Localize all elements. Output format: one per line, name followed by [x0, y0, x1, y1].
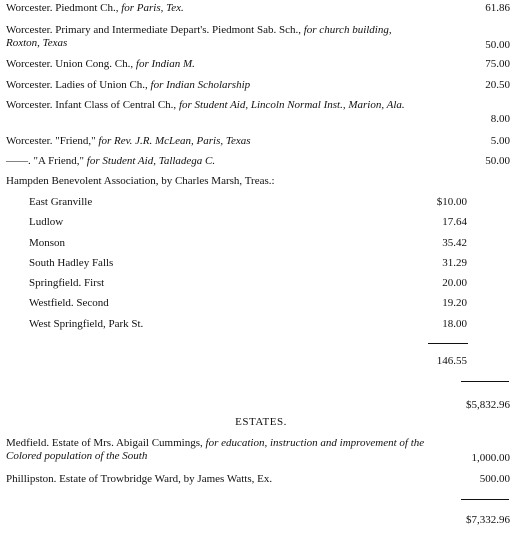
entry-amount: 75.00: [485, 58, 510, 70]
entry-description: Worcester. Union Cong. Ch., for Indian M.: [6, 58, 195, 70]
entry-amount: 50.00: [485, 39, 510, 51]
entry-description: Worcester. Infant Class of Central Ch., for Student Aid, Lincoln Normal Inst., Marion, Ala.: [6, 99, 405, 111]
association-item-amount: 18.00: [442, 318, 467, 330]
estate-amount: 1,000.00: [471, 452, 510, 464]
entry-description: ——. "A Friend," for Student Aid, Talladega C.: [6, 155, 216, 167]
association-item-name: Westfield. Second: [29, 297, 109, 309]
association-item-amount: $10.00: [436, 196, 467, 208]
running-total: $5,832.96: [466, 399, 510, 411]
entry-description: Worcester. Ladies of Union Ch., for Indian Scholarship: [6, 79, 251, 91]
entry-amount: 20.50: [485, 79, 510, 91]
association-subtotal: 146.55: [436, 355, 467, 367]
entry-amount: 50.00: [485, 155, 510, 167]
entry-description: Worcester. Primary and Intermediate Depart's. Piedmont Sab. Sch., for church building, Roxton, Texas: [6, 24, 392, 49]
estate-description: Medfield. Estate of Mrs. Abigail Cummings, for education, instruction and improvement of the Colored population of the South: [6, 437, 425, 462]
association-item-name: Springfield. First: [29, 277, 105, 289]
subtotal-rule: [428, 343, 468, 344]
association-item-amount: 17.64: [442, 216, 467, 228]
entry-amount: 5.00: [490, 135, 510, 147]
grand-total: $7,332.96: [466, 514, 510, 526]
entry-amount: 61.86: [485, 2, 510, 14]
grand-total-rule: [461, 499, 509, 500]
estate-description: Phillipston. Estate of Trowbridge Ward, by James Watts, Ex.: [6, 473, 273, 485]
association-item-name: East Granville: [29, 196, 93, 208]
estates-heading: ESTATES.: [235, 416, 287, 428]
association-title: Hampden Benevolent Association, by Charles Marsh, Treas.:: [6, 175, 275, 187]
entry-amount: 8.00: [490, 113, 510, 125]
association-item-name: Monson: [29, 237, 66, 249]
total-rule: [461, 381, 509, 382]
association-item-name: Ludlow: [29, 216, 64, 228]
association-item-amount: 19.20: [442, 297, 467, 309]
association-item-amount: 35.42: [442, 237, 467, 249]
entry-description: Worcester. Piedmont Ch., for Paris, Tex.: [6, 2, 184, 14]
entry-description: Worcester. "Friend," for Rev. J.R. McLean, Paris, Texas: [6, 135, 251, 147]
association-item-name: West Springfield, Park St.: [29, 318, 144, 330]
association-item-amount: 31.29: [442, 257, 467, 269]
estate-amount: 500.00: [479, 473, 510, 485]
association-item-name: South Hadley Falls: [29, 257, 114, 269]
association-item-amount: 20.00: [442, 277, 467, 289]
